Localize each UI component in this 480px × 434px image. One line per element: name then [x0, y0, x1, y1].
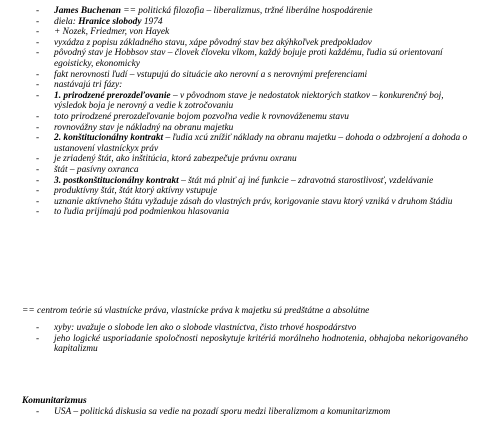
list-item: [30, 27, 468, 38]
list-item-text: pôvodný stav je Hobbsov stav – človek človeku vlkom, každý bojuje proti každému, ľudia sú orientovaní egoisticky, ekonomicky: [54, 48, 443, 69]
list-item: [30, 207, 468, 218]
list-item: [30, 197, 468, 208]
list-item-text: – v pôvodnom stave je nedostatok niektorých statkov – konkurenčný boj, výsledok boja je nerovný a vedie k zotročovaniu: [54, 90, 444, 112]
list-item-text: to ľudia prijímajú pod podmienkou hlasovania: [54, 207, 230, 218]
list-item-text: toto prirodzené prerozdeľovanie bojom pozvoľna vedie k rovnováženemu stavu: [54, 111, 349, 122]
list-item: [30, 123, 468, 134]
buchanan-notes-list: [30, 6, 468, 218]
phase-title: 1. prirodzené prerozdeľovanie: [54, 90, 171, 101]
list-item-text: produktívny štát, štát ktorý aktívny vstupuje: [54, 186, 218, 197]
list-item: [30, 186, 468, 197]
list-item-text: xyby: uvažuje o slobode len ako o slobode vlastníctva, čisto trhové hospodárstvo: [54, 323, 357, 333]
list-item-text: je zriadený štát, ako inštitúcia, ktorá zabezpečuje právnu oxranu: [54, 154, 297, 165]
list-item-text: USA – politická diskusia sa vedie na pozadí sporu medzi liberalizmom a komunitarizmom: [54, 407, 391, 417]
list-item: [30, 6, 468, 17]
list-item-text: jeho logické usporiadanie spoločnosti neposkytuje kritériá morálneho hodnotenia, obhajoba nekorigovaného kapitalizmu: [54, 333, 468, 355]
list-item: [30, 70, 468, 81]
section-heading: Komunitarizmus: [22, 396, 87, 406]
list-item-text: štát – pasívny oxranca: [54, 164, 139, 175]
list-item-text: diela:: [54, 16, 79, 27]
critique-list: [30, 323, 468, 355]
list-item-text: 1974: [141, 16, 163, 27]
list-item-text: fakt nerovnosti ľudí – vstupujú do situácie ako nerovní a s nerovnými preferenciami: [54, 69, 368, 80]
list-item: [30, 80, 468, 91]
list-item: [30, 48, 468, 69]
list-item: [30, 112, 468, 123]
list-item-text: – štát má plniť aj iné funkcie – zdravotná starostlivosť, vzdelávanie: [178, 175, 434, 186]
phase-title: 3. postkonštitucionálny kontrakt: [54, 175, 179, 186]
list-item: [30, 154, 468, 165]
list-item-text: uznanie aktívneho štátu vyžaduje zásah do vlastných práv, korigovanie stavu ktorý vzniká v druhom štádiu: [54, 196, 453, 207]
list-item-text: – ľudia xcú znížiť náklady na obranu majetku – dohoda o odzbrojení a dohoda o ustanovení vlastníckyx práv: [54, 133, 468, 154]
list-item-text: rovnovážny stav je nákladný na obranu majetku: [54, 122, 234, 133]
author-name: James Buchenan: [54, 6, 121, 16]
work-title: Hranice slobody: [78, 16, 142, 27]
list-item: [30, 323, 468, 334]
list-item: [30, 334, 468, 355]
list-item: [30, 91, 468, 112]
theory-summary-line: == centrom teórie sú vlastnícke práva, vlastnícke práva k majetku sú predštátne a absolútne: [22, 306, 370, 316]
list-item-text: vyxádza z popisu základného stavu, xápe pôvodný stav bez akýhkoľvek predpokladov: [54, 37, 372, 48]
list-item-text: == politická filozofia – liberalizmus, tržné liberálne hospodárenie: [120, 6, 373, 16]
list-item: [30, 165, 468, 176]
communitarianism-list: [30, 407, 468, 418]
list-item: [30, 176, 468, 187]
list-item: [30, 407, 468, 418]
list-item: [30, 38, 468, 49]
phase-title: 2. konštitucionálny kontrakt: [54, 133, 164, 144]
list-item-text: nastávajú tri fázy:: [54, 80, 123, 91]
list-item-text: + Nozek, Friedmer, von Hayek: [54, 27, 170, 38]
list-item: [30, 17, 468, 28]
list-item: [30, 133, 468, 154]
